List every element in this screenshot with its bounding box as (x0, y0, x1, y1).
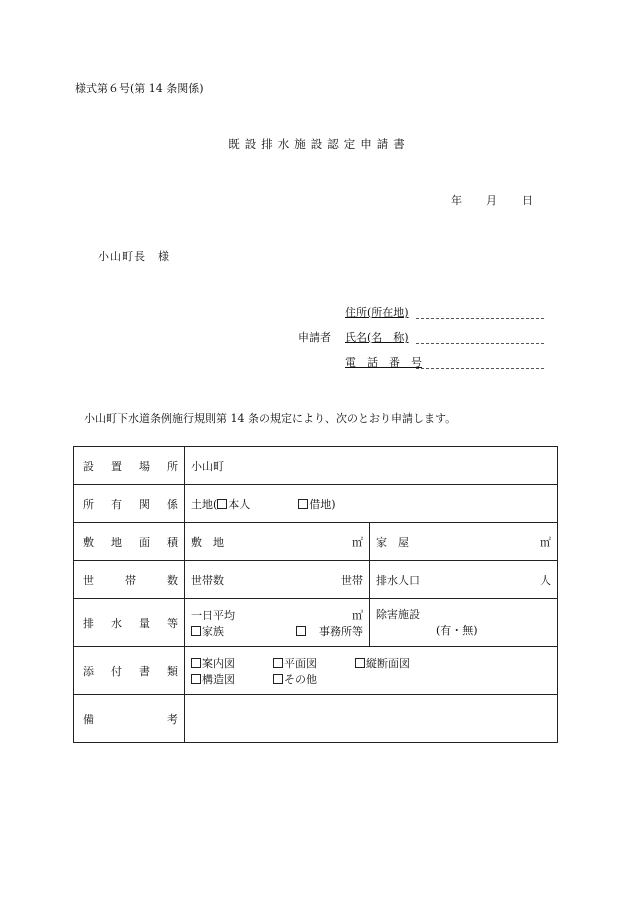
row-drainage (74, 599, 558, 647)
label-char: 関 (139, 497, 150, 511)
label-char: 場 (139, 459, 150, 473)
label-char: 所 (83, 497, 94, 511)
area-label (74, 523, 185, 561)
form-number: 様式第６号(第 14 条関係) (75, 82, 204, 95)
location-label (74, 447, 185, 485)
daily-label: 一日平均 (191, 608, 235, 622)
label-char: 類 (167, 664, 178, 678)
daily-unit: ㎥ (352, 608, 363, 622)
name-line[interactable] (416, 343, 544, 344)
office-label: 事務所等 (319, 624, 363, 638)
label-char: 等 (167, 616, 178, 630)
label-char: 設 (83, 459, 94, 473)
label-char: 備 (83, 712, 94, 726)
label-char: 付 (111, 664, 122, 678)
checkbox-other[interactable] (273, 674, 283, 684)
checkbox-owner[interactable] (217, 499, 227, 509)
attachment-guide-map: 案内図 (202, 656, 235, 670)
family-label: 家族 (202, 624, 224, 638)
population-label: 排水人口 (376, 573, 420, 587)
attachments-label (74, 647, 185, 695)
applicant-label: 申請者 (298, 331, 331, 344)
label-char: 面 (139, 535, 150, 549)
site-label: 敷 地 (191, 535, 224, 549)
checkbox-leased[interactable] (298, 499, 308, 509)
household-count-cell[interactable] (185, 561, 370, 599)
label-char: 排 (83, 616, 94, 630)
phone-line[interactable] (416, 368, 544, 369)
house-unit: ㎡ (540, 535, 551, 549)
removal-label: 除害施設 (376, 608, 420, 621)
row-location (74, 447, 558, 485)
site-area-cell[interactable] (185, 523, 370, 561)
label-char: 書 (139, 664, 150, 678)
label-char: 水 (111, 616, 122, 630)
row-area (74, 523, 558, 561)
attachment-section: 縦断面図 (366, 656, 410, 670)
row-relation (74, 485, 558, 523)
label-char: 所 (167, 459, 178, 473)
label-char: 積 (167, 535, 178, 549)
remarks-cell[interactable] (185, 695, 558, 743)
address-line[interactable] (416, 318, 544, 319)
checkbox-family[interactable] (191, 626, 201, 636)
checkbox-office[interactable] (296, 626, 306, 636)
application-table (73, 446, 558, 743)
addressee: 小山町長 様 (98, 250, 170, 263)
phone-label: 電 話 番 号 (345, 356, 422, 369)
body-text: 小山町下水道条例施行規則第 14 条の規定により、次のとおり申請します。 (84, 412, 457, 425)
relation-value (185, 485, 558, 523)
label-char: 敷 (83, 535, 94, 549)
label-char: 有 (111, 497, 122, 511)
attachment-other: その他 (284, 672, 317, 686)
row-remarks (74, 695, 558, 743)
label-char: 考 (167, 712, 178, 726)
site-unit: ㎡ (352, 535, 363, 549)
house-area-cell[interactable] (370, 523, 558, 561)
label-char: 量 (139, 616, 150, 630)
removal-options[interactable]: (有・無) (436, 624, 478, 637)
name-label: 氏名(名 称) (345, 331, 409, 344)
house-label: 家 屋 (376, 535, 409, 549)
drainage-label (74, 599, 185, 647)
removal-facility-cell[interactable] (370, 599, 558, 647)
population-cell[interactable] (370, 561, 558, 599)
row-household (74, 561, 558, 599)
checkbox-guide-map[interactable] (191, 658, 201, 668)
label-char: 地 (111, 535, 122, 549)
attachment-structure: 構造図 (202, 672, 235, 686)
relation-owner-label: 本人 (228, 497, 251, 511)
daily-volume-cell[interactable] (185, 599, 370, 647)
row-attachments (74, 647, 558, 695)
label-char: 置 (111, 459, 122, 473)
label-char: 係 (167, 497, 178, 511)
population-unit: 人 (540, 573, 551, 587)
date-day: 日 (522, 194, 533, 207)
location-label-text (83, 458, 178, 474)
label-char: 添 (83, 664, 94, 678)
attachments-cell (185, 647, 558, 695)
attachment-floor-plan: 平面図 (284, 656, 317, 670)
address-label: 住所(所在地) (345, 306, 409, 319)
document-title: 既設排水施設認定申請書 (228, 137, 410, 151)
relation-label (74, 485, 185, 523)
checkbox-structure[interactable] (191, 674, 201, 684)
remarks-label (74, 695, 185, 743)
date-year: 年 (451, 194, 462, 207)
date-month: 月 (486, 194, 497, 207)
location-value[interactable]: 小山町 (185, 447, 558, 485)
household-count-unit: 世帯 (341, 573, 363, 587)
relation-leased-label: 借地) (309, 497, 336, 511)
checkbox-floor-plan[interactable] (273, 658, 283, 668)
checkbox-section[interactable] (355, 658, 365, 668)
household-count-label: 世帯数 (191, 573, 224, 587)
household-label: 世 帯 数 (74, 561, 185, 599)
relation-prefix: 土地( (191, 497, 218, 511)
